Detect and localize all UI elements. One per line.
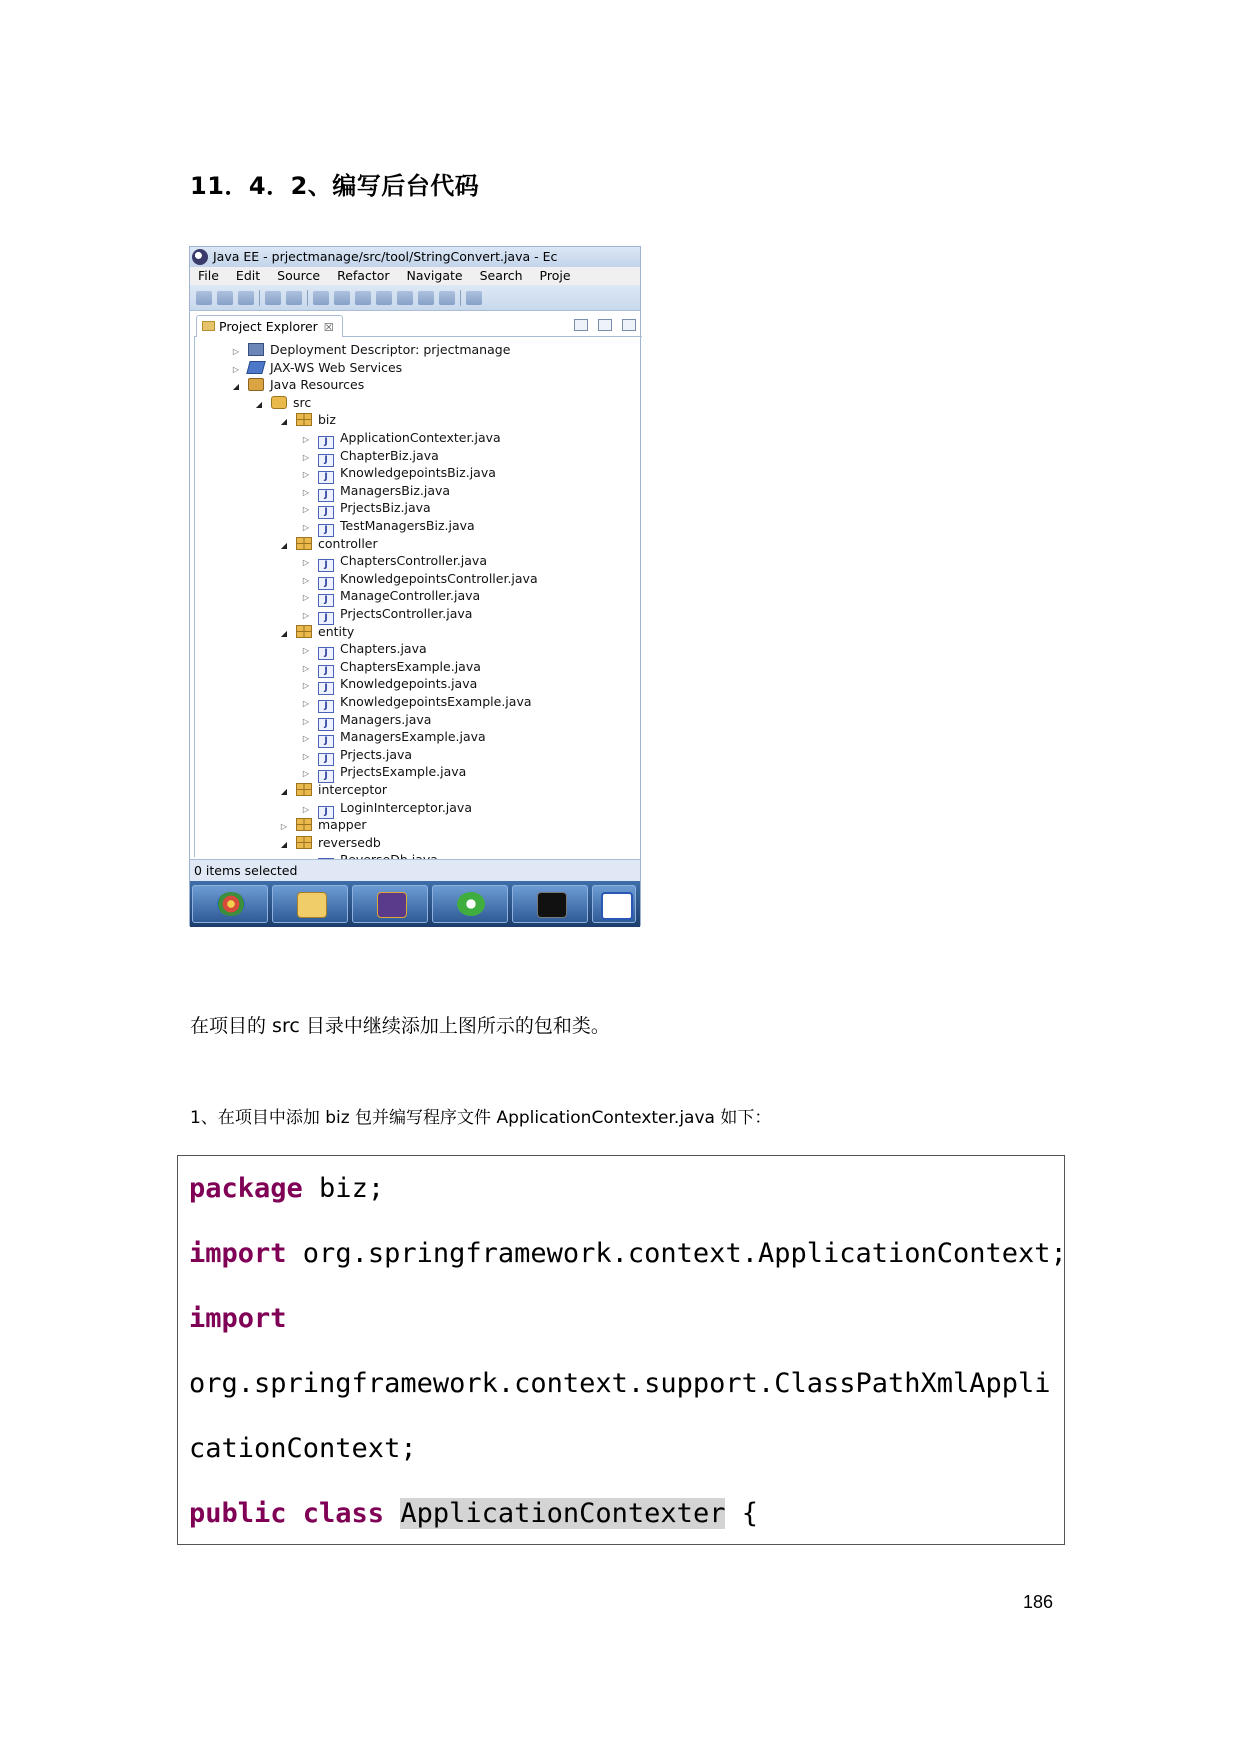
tree-item[interactable] [300, 517, 475, 535]
menu-icon[interactable] [466, 291, 482, 305]
package-icon [296, 836, 312, 849]
collapsed-arrow-icon[interactable]: ▷ [302, 804, 310, 814]
folder-icon [297, 892, 327, 918]
resume-icon[interactable] [313, 291, 329, 305]
menu-item-refactor[interactable]: Refactor [337, 268, 390, 283]
tree-item[interactable] [300, 482, 450, 500]
word-icon [601, 892, 633, 920]
code-text: org.springframework.context.ApplicationContext; [286, 1238, 1067, 1269]
tree-item-label: KnowledgepointsController.java [340, 570, 538, 586]
server-icon[interactable] [265, 291, 281, 305]
tree-item-label: ChapterBiz.java [340, 447, 439, 463]
windows-logo-icon [217, 892, 245, 916]
tree-item[interactable] [230, 359, 402, 377]
ide-screenshot [189, 246, 641, 926]
expanded-arrow-icon[interactable]: ◢ [280, 787, 288, 796]
close-icon[interactable]: ☒ [323, 321, 334, 334]
package-icon [296, 537, 312, 550]
taskbar-app[interactable] [432, 885, 508, 923]
tree-item-label: LoginInterceptor.java [340, 799, 472, 815]
eclipse-icon [192, 249, 208, 265]
tree-item-label: KnowledgepointsExample.java [340, 694, 532, 709]
tree-item-label: Deployment Descriptor: prjectmanage [270, 342, 511, 357]
code-line-class-decl [189, 1494, 758, 1534]
ide-window-title: Java EE - prjectmanage/src/tool/StringConvert.java - Ec [213, 249, 558, 264]
tree-item[interactable] [300, 499, 431, 517]
tree-item[interactable] [278, 535, 378, 553]
tree-item-label: ManagersExample.java [340, 729, 486, 745]
tree-item-label: ChaptersController.java [340, 553, 487, 569]
tree-item[interactable] [278, 411, 336, 429]
tree-item[interactable] [278, 781, 387, 799]
tree-item-label: PrjectsController.java [340, 606, 473, 621]
tree-item[interactable] [300, 711, 431, 729]
tree-item-label: PrjectsBiz.java [340, 500, 431, 516]
tree-item-label: KnowledgepointsBiz.java [340, 465, 496, 481]
ide-menu-bar [190, 267, 640, 285]
project-explorer-label: Project Explorer [219, 319, 318, 334]
save-all-icon[interactable] [238, 291, 254, 305]
collapsed-arrow-icon[interactable]: ▷ [302, 716, 310, 726]
code-line-package [189, 1169, 384, 1209]
menu-item-edit[interactable]: Edit [235, 268, 261, 283]
tree-item[interactable] [300, 763, 466, 781]
keyword: import [189, 1303, 287, 1334]
tree-item-label: JAX-WS Web Services [270, 359, 403, 375]
step-into-icon[interactable] [397, 291, 413, 305]
section-heading: 11．4．2、编写后台代码 [190, 172, 480, 200]
expanded-arrow-icon[interactable]: ◢ [232, 382, 240, 392]
code-line-import-1 [189, 1234, 1067, 1274]
collapsed-arrow-icon[interactable]: ▷ [302, 663, 310, 673]
view-tools [574, 319, 636, 331]
status-bar: 0 items selected [190, 859, 640, 881]
expanded-arrow-icon[interactable]: ◢ [255, 399, 263, 409]
tree-item[interactable] [300, 464, 496, 482]
tree-item-label: Managers.java [340, 711, 432, 727]
tree-item-label: TestManagersBiz.java [340, 518, 475, 533]
collapsed-arrow-icon[interactable]: ▷ [302, 452, 310, 462]
tree-item[interactable] [300, 552, 487, 570]
code-line-import-2 [189, 1299, 287, 1339]
collapsed-arrow-icon[interactable]: ▷ [302, 505, 310, 515]
tree-item-label: ManagersBiz.java [340, 482, 451, 498]
paragraph-add-packages: 在项目的 src 目录中继续添加上图所示的包和类。 [190, 1015, 610, 1037]
menu-item-navigate[interactable]: Navigate [406, 268, 463, 283]
expanded-arrow-icon[interactable]: ◢ [280, 540, 288, 550]
collapsed-arrow-icon[interactable]: ▷ [302, 523, 310, 532]
collapsed-arrow-icon[interactable]: ▷ [302, 487, 310, 497]
package-icon [296, 625, 312, 638]
start-button[interactable] [192, 885, 268, 923]
tree-item[interactable] [300, 799, 472, 817]
tree-item-label: ApplicationContexter.java [340, 430, 501, 445]
step-return-icon[interactable] [439, 291, 455, 305]
class-name-highlight: ApplicationContexter [400, 1498, 726, 1529]
collapsed-arrow-icon[interactable]: ▷ [302, 575, 310, 585]
javaee-ide-icon [377, 892, 407, 918]
tree-item-label: Knowledgepoints.java [340, 676, 478, 692]
tree-item[interactable] [300, 587, 480, 605]
tree-item[interactable] [300, 658, 481, 676]
save-icon[interactable] [217, 291, 233, 305]
ide-toolbar [190, 285, 640, 311]
taskbar-explorer[interactable] [272, 885, 348, 923]
tree-item[interactable] [230, 341, 510, 359]
expanded-arrow-icon[interactable]: ◢ [280, 417, 288, 427]
tree-item-label: Chapters.java [340, 641, 427, 657]
expanded-arrow-icon[interactable]: ◢ [280, 628, 288, 638]
collapsed-arrow-icon[interactable]: ▷ [302, 470, 310, 480]
collapse-all-icon[interactable] [574, 319, 588, 331]
code-line-import-2-path: org.springframework.context.support.ClassPathXmlAppli [189, 1368, 1051, 1399]
collapsed-arrow-icon[interactable]: ▷ [302, 751, 310, 761]
collapsed-arrow-icon[interactable]: ▷ [302, 558, 310, 568]
code-listing [177, 1155, 1065, 1545]
toolbar-separator [259, 290, 260, 306]
mysql-icon [537, 892, 567, 918]
menu-item-source[interactable]: Source [277, 268, 321, 283]
deployment-icon [248, 343, 264, 356]
keyword: import [189, 1238, 287, 1269]
menu-item-proje[interactable]: Proje [539, 268, 571, 283]
windows-taskbar [190, 881, 640, 927]
project-explorer-icon [202, 321, 215, 331]
debug-icon[interactable] [286, 291, 302, 305]
tree-item-label: src [293, 394, 312, 410]
taskbar-javaee[interactable] [352, 885, 428, 923]
collapsed-arrow-icon[interactable]: ▷ [302, 611, 310, 620]
tree-item-label: mapper [318, 817, 367, 833]
ide-title-bar [190, 247, 640, 267]
terminate-icon[interactable] [355, 291, 371, 305]
tree-item[interactable] [253, 394, 311, 412]
tree-item-label: reversedb [318, 834, 381, 850]
resources-icon [248, 378, 264, 391]
collapsed-arrow-icon[interactable]: ▷ [280, 822, 288, 832]
tree-item-label: interceptor [318, 782, 388, 797]
tree-item[interactable] [278, 834, 381, 852]
tree-item-label: biz [318, 412, 336, 428]
collapsed-arrow-icon[interactable]: ▷ [302, 681, 310, 691]
tree-item-label: entity [318, 623, 355, 639]
package-icon [296, 818, 312, 831]
tree-item-label: Java Resources [270, 377, 365, 393]
tree-item-label: controller [318, 535, 378, 551]
suspend-icon[interactable] [334, 291, 350, 305]
tree-item-label: PrjectsExample.java [340, 764, 467, 780]
link-with-editor-icon[interactable] [598, 319, 612, 331]
collapsed-arrow-icon[interactable]: ▷ [302, 593, 310, 603]
tree-item[interactable] [300, 640, 427, 658]
tree-item[interactable] [300, 429, 501, 447]
collapsed-arrow-icon[interactable]: ▷ [302, 435, 310, 444]
taskbar-mysql[interactable] [512, 885, 588, 923]
tree-item[interactable] [300, 447, 439, 465]
code-line-import-2-end: cationContext; [189, 1433, 417, 1464]
view-menu-icon[interactable] [622, 319, 636, 331]
tree-item[interactable] [300, 570, 538, 588]
collapsed-arrow-icon[interactable]: ▷ [302, 734, 310, 744]
project-tree [194, 337, 639, 857]
green-app-icon [457, 892, 485, 916]
toolbar-separator [307, 290, 308, 306]
collapsed-arrow-icon[interactable]: ▷ [302, 769, 310, 779]
collapsed-arrow-icon[interactable]: ▷ [232, 347, 240, 356]
step-over-icon[interactable] [418, 291, 434, 305]
page-number: 186 [1023, 1592, 1054, 1612]
project-explorer-tab[interactable] [196, 315, 343, 337]
tree-item[interactable] [300, 605, 472, 623]
collapsed-arrow-icon[interactable]: ▷ [302, 699, 310, 708]
source-folder-icon [271, 396, 287, 409]
tree-item[interactable] [300, 675, 477, 693]
tree-item[interactable] [300, 746, 412, 764]
new-icon[interactable] [196, 291, 212, 305]
package-icon [296, 413, 312, 426]
menu-item-search[interactable]: Search [479, 268, 523, 283]
collapsed-arrow-icon[interactable]: ▷ [302, 646, 310, 656]
menu-item-file[interactable]: File [198, 268, 219, 283]
toolbar-separator [460, 290, 461, 306]
tree-item-label: Prjects.java [340, 746, 413, 762]
keyword: package [189, 1173, 303, 1204]
project-explorer-tabbar [194, 315, 642, 337]
paragraph-step-1: 1、在项目中添加 biz 包并编写程序文件 ApplicationContexter.java 如下： [190, 1108, 772, 1128]
tree-item-label: ManageController.java [340, 588, 481, 604]
code-text: { [725, 1498, 758, 1529]
tree-item-label: ChaptersExample.java [340, 658, 481, 674]
webservice-icon [246, 361, 265, 374]
tree-item[interactable] [300, 728, 486, 746]
keyword: public class [189, 1498, 385, 1529]
tree-item[interactable] [278, 816, 367, 834]
package-icon [296, 783, 312, 796]
code-text: biz; [302, 1173, 385, 1204]
tree-item[interactable] [230, 376, 364, 394]
taskbar-word[interactable] [592, 885, 636, 923]
collapsed-arrow-icon[interactable]: ▷ [232, 364, 240, 374]
tree-item[interactable] [278, 623, 354, 641]
expanded-arrow-icon[interactable]: ◢ [280, 839, 288, 849]
disconnect-icon[interactable] [376, 291, 392, 305]
tree-item[interactable] [300, 693, 532, 711]
